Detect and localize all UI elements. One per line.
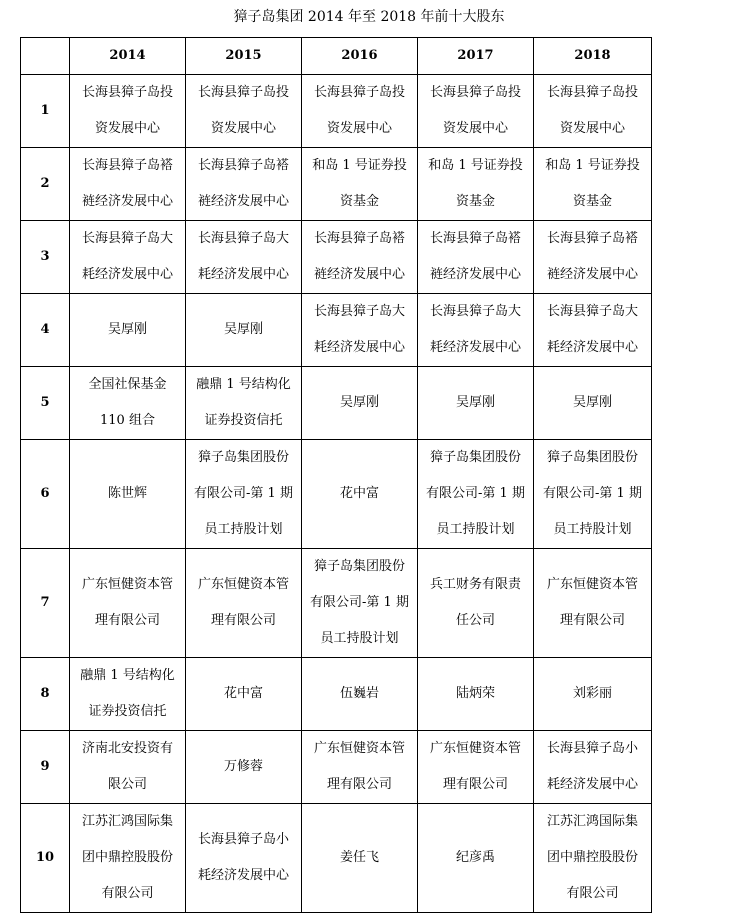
rank-cell: 3: [21, 221, 70, 294]
rank-cell: 7: [21, 549, 70, 658]
table-row: [21, 294, 652, 367]
shareholder-cell: 长海县獐子岛褡裢经济发展中心: [186, 148, 302, 221]
shareholder-cell: 长海县獐子岛褡裢经济发展中心: [418, 221, 534, 294]
rank-cell: 2: [21, 148, 70, 221]
table-row: [21, 440, 652, 549]
shareholder-cell: 姜任飞: [302, 804, 418, 913]
shareholder-cell: 长海县獐子岛投资发展中心: [418, 75, 534, 148]
shareholder-cell: 万修蓉: [186, 731, 302, 804]
table-row: [21, 549, 652, 658]
rank-cell: 1: [21, 75, 70, 148]
shareholder-cell: 兵工财务有限责任公司: [418, 549, 534, 658]
shareholder-cell: 长海县獐子岛大耗经济发展中心: [302, 294, 418, 367]
rank-cell: 6: [21, 440, 70, 549]
shareholder-cell: 吴厚刚: [534, 367, 652, 440]
shareholder-cell: 长海县獐子岛大耗经济发展中心: [534, 294, 652, 367]
shareholder-cell: 广东恒健资本管理有限公司: [418, 731, 534, 804]
rank-cell: 5: [21, 367, 70, 440]
shareholder-cell: 长海县獐子岛投资发展中心: [534, 75, 652, 148]
shareholder-cell: 陈世辉: [70, 440, 186, 549]
shareholder-cell: 长海县獐子岛投资发展中心: [186, 75, 302, 148]
shareholder-cell: 纪彦禹: [418, 804, 534, 913]
table-row: [21, 804, 652, 913]
shareholder-cell: 融鼎 1 号结构化证券投资信托: [186, 367, 302, 440]
shareholder-cell: 花中富: [302, 440, 418, 549]
shareholder-cell: 和岛 1 号证券投资基金: [302, 148, 418, 221]
rank-cell: 8: [21, 658, 70, 731]
shareholder-cell: 广东恒健资本管理有限公司: [302, 731, 418, 804]
shareholder-cell: 长海县獐子岛褡裢经济发展中心: [70, 148, 186, 221]
shareholder-cell: 全国社保基金 110 组合: [70, 367, 186, 440]
shareholder-cell: 獐子岛集团股份有限公司-第 1 期员工持股计划: [186, 440, 302, 549]
header-row: [21, 38, 652, 75]
rank-cell: 9: [21, 731, 70, 804]
shareholder-cell: 长海县獐子岛小耗经济发展中心: [534, 731, 652, 804]
header-year: 2017: [418, 38, 534, 75]
rank-cell: 4: [21, 294, 70, 367]
shareholder-cell: 长海县獐子岛大耗经济发展中心: [186, 221, 302, 294]
shareholder-cell: 融鼎 1 号结构化证券投资信托: [70, 658, 186, 731]
shareholder-cell: 长海县獐子岛投资发展中心: [302, 75, 418, 148]
header-corner: [21, 38, 70, 75]
shareholder-cell: 广东恒健资本管理有限公司: [70, 549, 186, 658]
shareholder-cell: 济南北安投资有限公司: [70, 731, 186, 804]
shareholder-cell: 长海县獐子岛大耗经济发展中心: [70, 221, 186, 294]
shareholder-cell: 长海县獐子岛褡裢经济发展中心: [302, 221, 418, 294]
shareholder-cell: 獐子岛集团股份有限公司-第 1 期员工持股计划: [534, 440, 652, 549]
shareholder-cell: 獐子岛集团股份有限公司-第 1 期员工持股计划: [418, 440, 534, 549]
shareholder-cell: 花中富: [186, 658, 302, 731]
shareholder-cell: 吴厚刚: [186, 294, 302, 367]
table-row: [21, 658, 652, 731]
shareholder-cell: 吴厚刚: [302, 367, 418, 440]
shareholder-cell: 吴厚刚: [70, 294, 186, 367]
shareholder-cell: 江苏汇鸿国际集团中鼎控股股份有限公司: [70, 804, 186, 913]
header-year: 2016: [302, 38, 418, 75]
shareholder-cell: 刘彩丽: [534, 658, 652, 731]
shareholder-cell: 獐子岛集团股份有限公司-第 1 期员工持股计划: [302, 549, 418, 658]
shareholders-table: [20, 37, 652, 913]
shareholder-cell: 吴厚刚: [418, 367, 534, 440]
shareholder-cell: 江苏汇鸿国际集团中鼎控股股份有限公司: [534, 804, 652, 913]
header-year: 2014: [70, 38, 186, 75]
shareholder-cell: 和岛 1 号证券投资基金: [534, 148, 652, 221]
table-row: [21, 221, 652, 294]
shareholder-cell: 陆炳荣: [418, 658, 534, 731]
header-year: 2015: [186, 38, 302, 75]
shareholder-cell: 长海县獐子岛小耗经济发展中心: [186, 804, 302, 913]
shareholder-cell: 伍巍岩: [302, 658, 418, 731]
table-row: [21, 75, 652, 148]
shareholder-cell: 广东恒健资本管理有限公司: [534, 549, 652, 658]
shareholder-cell: 长海县獐子岛大耗经济发展中心: [418, 294, 534, 367]
table-row: [21, 148, 652, 221]
table-row: [21, 731, 652, 804]
shareholder-cell: 和岛 1 号证券投资基金: [418, 148, 534, 221]
document-title: 獐子岛集团 2014 年至 2018 年前十大股东: [233, 9, 505, 25]
shareholder-cell: 长海县獐子岛投资发展中心: [70, 75, 186, 148]
shareholder-cell: 广东恒健资本管理有限公司: [186, 549, 302, 658]
shareholder-cell: 长海县獐子岛褡裢经济发展中心: [534, 221, 652, 294]
table-row: [21, 367, 652, 440]
header-year: 2018: [534, 38, 652, 75]
rank-cell: 10: [21, 804, 70, 913]
